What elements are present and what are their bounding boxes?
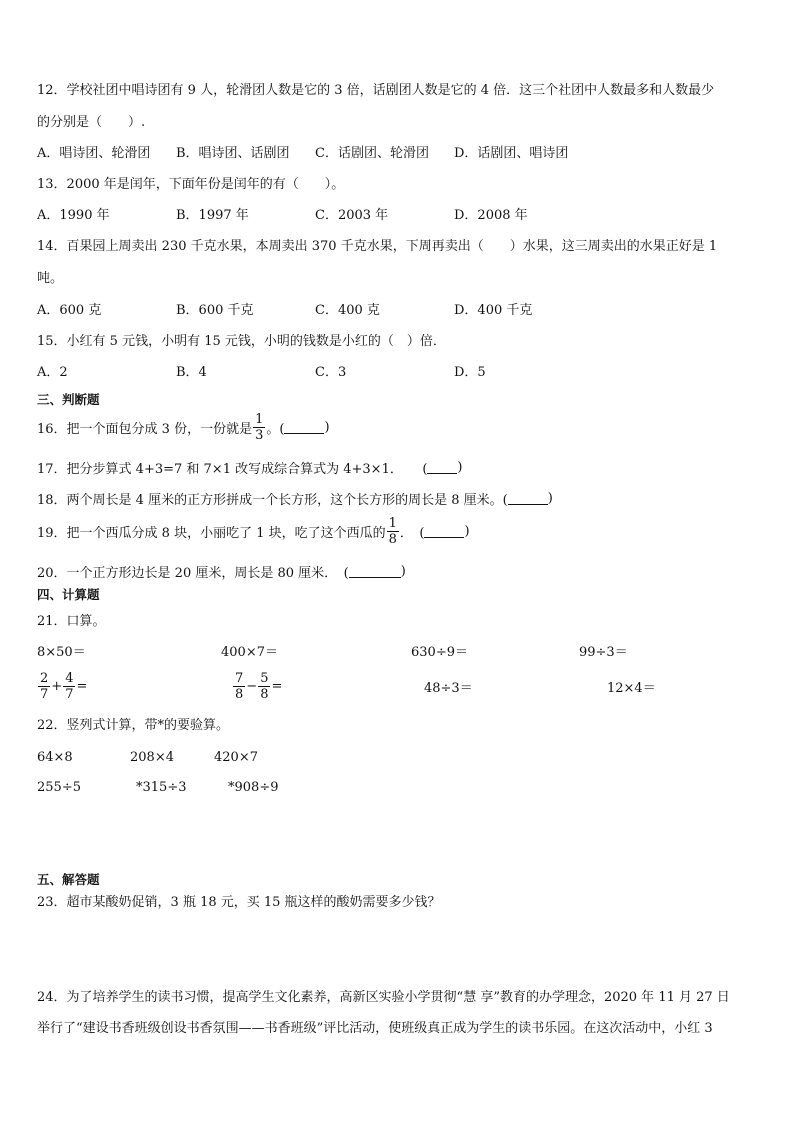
q24-line2: 举行了“建设书香班级创设书香氛围——书香班级”评比活动，使班级真正成为学生的读书乐园。在这次活动中，小红 3	[37, 1021, 713, 1036]
q12-line1: 12．学校社团中唱诗团有 9 人，轮滑团人数是它的 3 倍，话剧团人数是它的 4 倍．这三个社团中人数最多和人数最少	[37, 83, 715, 98]
numerator: 5	[260, 671, 269, 686]
q21-title: 21．口算。	[37, 614, 106, 629]
q21-item-7: 48÷3＝	[424, 681, 473, 696]
q16-answer-blank[interactable]	[284, 421, 324, 434]
q21-item-4: 99÷3＝	[579, 645, 628, 660]
q22-item-3: 420×7	[214, 750, 258, 765]
q21-item-6	[232, 671, 282, 702]
q16	[37, 412, 330, 443]
q22-title: 22．竖列式计算，带*的要验算。	[37, 718, 230, 733]
section-5-heading: 五、解答题	[37, 872, 100, 887]
q19-numerator: 1	[388, 516, 397, 531]
q21-item-3: 630÷9＝	[411, 645, 468, 660]
q15-option-d: D．5	[454, 365, 486, 380]
q24-line1: 24．为了培养学生的读书习惯，提高学生文化素养，高新区实验小学贯彻“慧 享”教育的办学理念，2020 年 11 月 27 日	[37, 990, 730, 1005]
q22-item-2: 208×4	[130, 750, 174, 765]
numerator: 7	[235, 671, 244, 686]
q16-denominator: 3	[255, 428, 264, 443]
q22-item-5: *315÷3	[136, 780, 187, 795]
q14-option-c: C．400 克	[315, 303, 380, 318]
q13-option-b: B．1997 年	[176, 208, 249, 223]
section-4-heading: 四、计算题	[37, 587, 100, 602]
q14-option-b: B．600 千克	[176, 303, 254, 318]
q15-line1: 15．小红有 5 元钱，小明有 15 元钱，小明的钱数是小红的（ ）倍．	[37, 334, 446, 349]
q19-tail: ． (	[399, 526, 425, 541]
equals-sign: =	[76, 679, 88, 694]
q18	[37, 489, 553, 508]
q17-close-paren: )	[457, 460, 463, 475]
q21-item-6-fraction-1	[233, 671, 245, 702]
q20-close-paren: )	[400, 564, 406, 579]
q22-item-4: 255÷5	[37, 780, 81, 795]
q17-answer-blank[interactable]	[427, 461, 457, 474]
q17-text: 17．把分步算式 4+3=7 和 7×1 改写成综合算式为 4+3×1． (	[37, 462, 428, 477]
numerator: 2	[40, 671, 49, 686]
q12-option-d: D．话剧团、唱诗团	[454, 146, 569, 161]
q12-option-b: B．唱诗团、话剧团	[176, 146, 290, 161]
q21-item-8: 12×4＝	[607, 681, 656, 696]
q13-option-a: A．1990 年	[37, 208, 110, 223]
q15-option-c: C．3	[315, 365, 347, 380]
q14-line1: 14．百果园上周卖出 230 千克水果，本周卖出 370 千克水果，下周再卖出（ ）水果，这三周卖出的水果正好是 1	[37, 239, 718, 254]
q19-denominator: 8	[388, 532, 397, 547]
q18-text: 18．两个周长是 4 厘米的正方形拼成一个长方形，这个长方形的周长是 8 厘米。(	[37, 493, 508, 508]
q19-fraction	[387, 516, 399, 547]
q19	[37, 516, 470, 547]
q21-item-5	[37, 671, 87, 702]
equals-sign: =	[271, 679, 283, 694]
minus-sign: −	[246, 679, 258, 694]
q21-item-2: 400×7＝	[221, 645, 278, 660]
section-3-heading: 三、判断题	[37, 392, 100, 407]
q20-text: 20．一个正方形边长是 20 厘米，周长是 80 厘米． (	[37, 566, 349, 581]
q21-item-5-fraction-2	[63, 671, 75, 702]
q13-option-c: C．2003 年	[315, 208, 389, 223]
q20	[37, 562, 406, 581]
q16-tail: 。(	[266, 422, 285, 437]
q16-numerator: 1	[255, 412, 264, 427]
denominator: 7	[40, 687, 49, 702]
q15-option-b: B．4	[176, 365, 207, 380]
q16-close-paren: )	[324, 420, 330, 435]
q16-text: 16．把一个面包分成 3 份，一份就是	[37, 422, 253, 437]
plus-sign: +	[51, 679, 63, 694]
q21-item-5-fraction-1	[38, 671, 50, 702]
q14-option-a: A．600 克	[37, 303, 102, 318]
q18-close-paren: )	[547, 491, 553, 506]
q13-line1: 13．2000 年是闰年，下面年份是闰年的有（ ）。	[37, 177, 345, 192]
q15-option-a: A．2	[37, 365, 68, 380]
q23-text: 23．超市某酸奶促销，3 瓶 18 元，买 15 瓶这样的酸奶需要多少钱？	[37, 895, 441, 910]
q16-fraction	[253, 412, 265, 443]
q19-close-paren: )	[464, 524, 470, 539]
numerator: 4	[65, 671, 74, 686]
denominator: 8	[235, 687, 244, 702]
q17	[37, 458, 463, 477]
q12-option-a: A．唱诗团、轮滑团	[37, 146, 151, 161]
q12-line2: 的分别是（ ）.	[37, 115, 146, 130]
denominator: 8	[260, 687, 269, 702]
denominator: 7	[65, 687, 74, 702]
q21-item-1: 8×50＝	[37, 645, 86, 660]
q18-answer-blank[interactable]	[508, 492, 548, 505]
q20-answer-blank[interactable]	[349, 565, 401, 578]
q22-item-1: 64×8	[37, 750, 73, 765]
q19-text: 19．把一个西瓜分成 8 块，小丽吃了 1 块，吃了这个西瓜的	[37, 526, 386, 541]
q14-option-d: D．400 千克	[454, 303, 533, 318]
q14-line2: 吨。	[37, 271, 64, 286]
q13-option-d: D．2008 年	[454, 208, 528, 223]
q12-option-c: C．话剧团、轮滑团	[315, 146, 429, 161]
q21-item-6-fraction-2	[258, 671, 270, 702]
q22-item-6: *908÷9	[228, 780, 279, 795]
q19-answer-blank[interactable]	[424, 525, 464, 538]
